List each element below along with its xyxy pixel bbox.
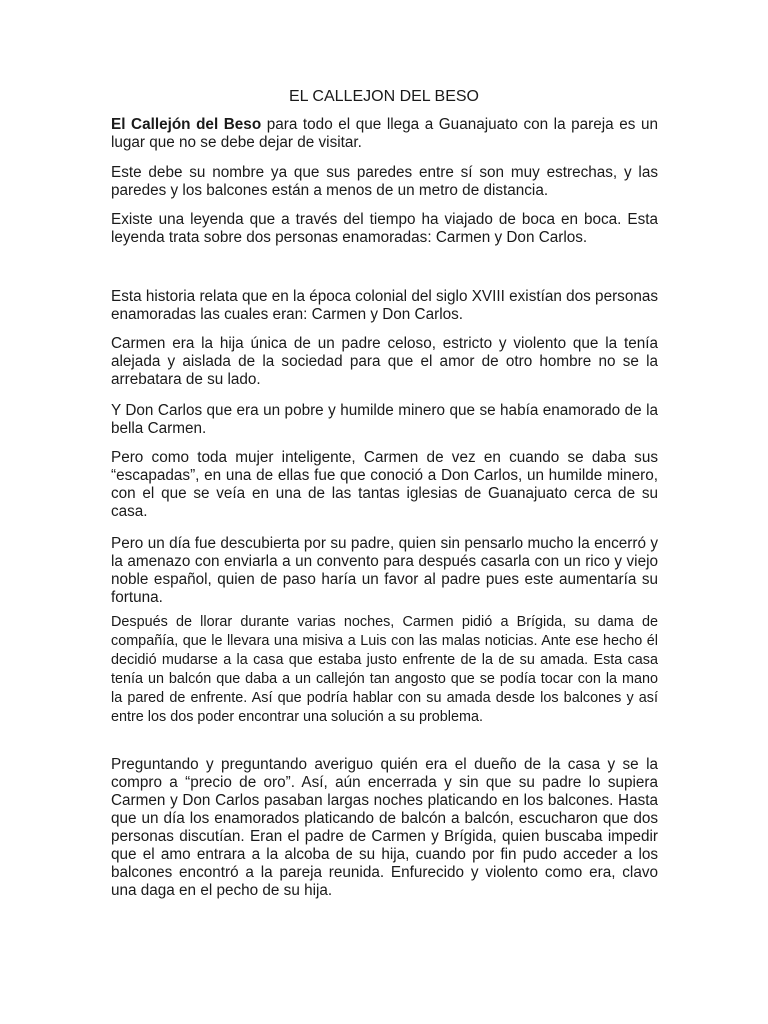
paragraph-carmen: Carmen era la hija única de un padre celoso, estricto y violento que la tenía alejada y aislada de la sociedad para que el amor de otro hombre no se la arrebatara de su lado. <box>111 335 658 388</box>
paragraph-intro <box>111 116 658 152</box>
paragraph-discovered: Pero un día fue descubierta por su padre, quien sin pensarlo mucho la encerró y la amenazo con enviarla a un convento para después casarla con un rico y viejo noble español, quien de paso haría un favor al padre pues este aumentaría su fortuna. <box>111 535 658 606</box>
paragraph-don-carlos: Y Don Carlos que era un pobre y humilde minero que se había enamorado de la bella Carmen. <box>111 402 658 437</box>
paragraph-escapadas: Pero como toda mujer inteligente, Carmen de vez en cuando se daba sus “escapadas”, en una de ellas fue que conoció a Don Carlos, un humilde minero, con el que se veía en una de las tantas iglesias de Guanajuato cerca de su casa. <box>111 449 658 520</box>
paragraph-legend: Existe una leyenda que a través del tiempo ha viajado de boca en boca. Esta leyenda trata sobre dos personas enamoradas: Carmen y Don Carlos. <box>111 211 658 246</box>
paragraph-brigida: Después de llorar durante varias noches, Carmen pidió a Brígida, su dama de compañía, que le llevara una misiva a Luis con las malas noticias. Ante ese hecho él decidió mudarse a la casa que estaba justo enfrente de la de su amada. Esta casa tenía un balcón que daba a un callejón tan angosto que se podía tocar con la mano la pared de enfrente. Así que podría hablar con su amada desde los balcones y así entre los dos poder encontrar una solución a su problema. <box>111 614 658 725</box>
paragraph-tragedy: Preguntando y preguntando averiguo quién era el dueño de la casa y se la compro a “precio de oro”. Así, aún encerrada y sin que su padre lo supiera Carmen y Don Carlos pasaban largas noches platicando en los balcones. Hasta que un día los enamorados platicando de balcón a balcón, escucharon que dos personas discutían. Eran el padre de Carmen y Brígida, quien buscaba impedir que el amo entrara a la alcoba de su hija, cuando por fin pudo acceder a los balcones encontró a la pareja reunida. Enfurecido y violento como era, clavo una daga en el pecho de su hija. <box>111 756 658 899</box>
intro-lead-bold: El Callejón del Beso <box>111 116 262 133</box>
intro-rest: para todo el que llega a Guanajuato con la pareja es un lugar que no se debe dejar de visitar. <box>111 116 658 151</box>
paragraph-name-origin: Este debe su nombre ya que sus paredes entre sí son muy estrechas, y las paredes y los balcones están a menos de un metro de distancia. <box>111 164 658 199</box>
paragraph-history: Esta historia relata que en la época colonial del siglo XVIII existían dos personas enamoradas las cuales eran: Carmen y Don Carlos. <box>111 288 658 323</box>
document-title: EL CALLEJON DEL BESO <box>289 88 479 105</box>
